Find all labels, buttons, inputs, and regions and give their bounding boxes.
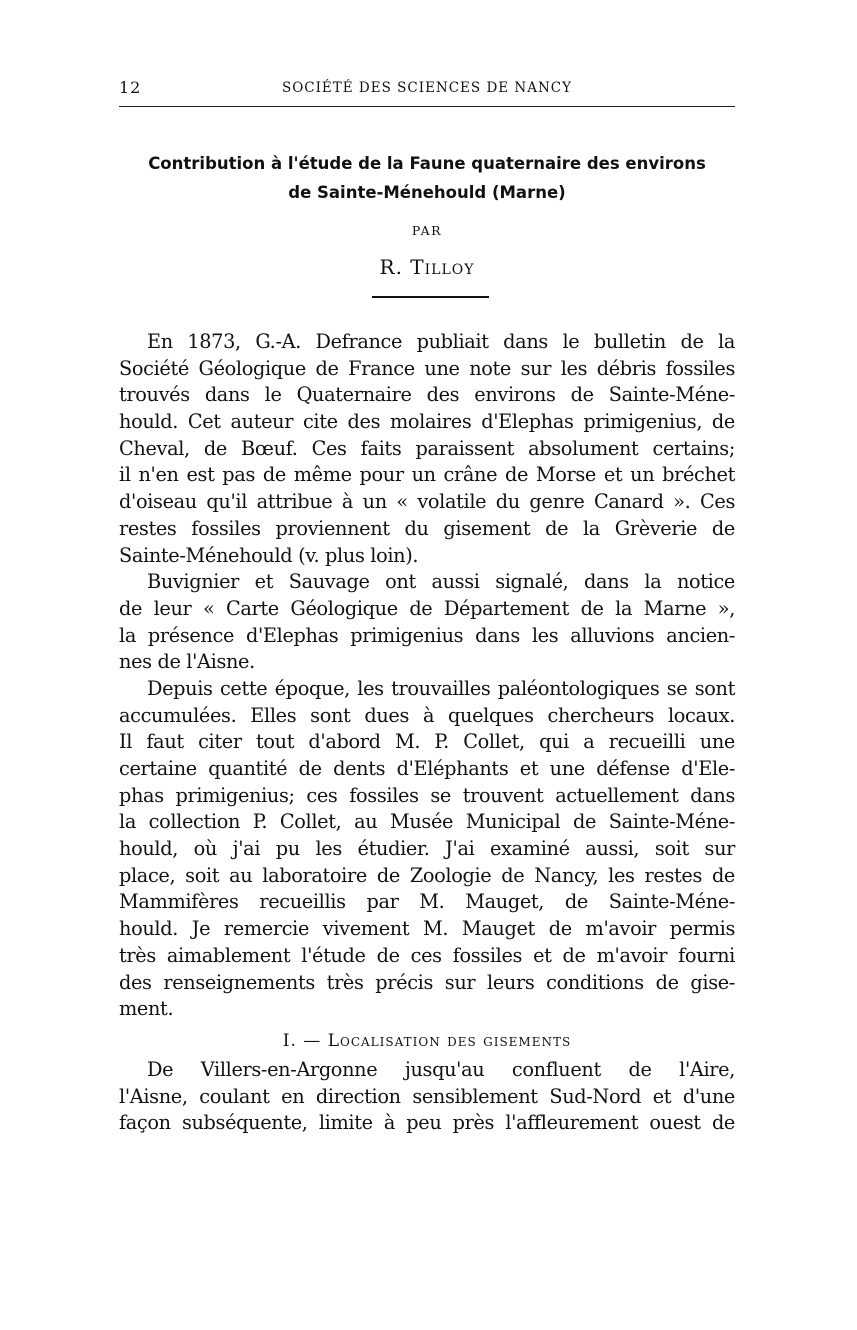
body-line: hould. Je remercie vivement M. Mauget de m'avoir permis	[119, 917, 735, 941]
body-line: Mammifères recueillis par M. Mauget, de Sainte-Méne-	[119, 890, 735, 914]
body-line: très aimablement l'étude de ces fossiles et de m'avoir fourni	[119, 943, 735, 967]
header-rule	[119, 106, 735, 107]
body-line: place, soit au laboratoire de Zoologie de Nancy, les restes de	[119, 863, 735, 887]
body-line: hould, où j'ai pu les étudier. J'ai examiné aussi, soit sur	[119, 837, 735, 861]
running-title: SOCIÉTÉ DES SCIENCES DE NANCY	[281, 80, 573, 96]
body-line: De Villers-en-Argonne jusqu'au confluent de l'Aire,	[147, 1057, 735, 1081]
body-line: la collection P. Collet, au Musée Municipal de Sainte-Méne-	[119, 810, 735, 834]
body-text	[119, 329, 735, 1137]
body-line: l'Aisne, coulant en direction sensiblement Sud-Nord et d'une	[119, 1084, 735, 1108]
page-header	[119, 78, 735, 98]
body-line: façon subséquente, limite à peu près l'affleurement ouest de	[119, 1111, 735, 1135]
article-title-line-1: Contribution à l'étude de la Faune quaternaire des environs	[148, 154, 706, 173]
body-line: Buvignier et Sauvage ont aussi signalé, dans la notice	[147, 570, 735, 594]
body-line: Depuis cette époque, les trouvailles paléontologiques se sont	[147, 676, 735, 700]
body-line: Cheval, de Bœuf. Ces faits paraissent absolument certains;	[119, 436, 735, 460]
body-line: Société Géologique de France une note sur les débris fossiles	[119, 356, 735, 380]
body-line: il n'en est pas de même pour un crâne de Morse et un bréchet	[119, 463, 735, 487]
section-heading: I. — Localisation des gisements	[282, 1030, 572, 1051]
body-line: nes de l'Aisne.	[119, 650, 255, 674]
body-line: phas primigenius; ces fossiles se trouvent actuellement dans	[119, 783, 735, 807]
body-line: En 1873, G.-A. Defrance publiait dans le bulletin de la	[147, 330, 735, 353]
author-name: R. Tilloy	[379, 255, 475, 279]
page-number: 12	[119, 78, 142, 97]
body-line: ment.	[119, 997, 174, 1021]
body-line: d'oiseau qu'il attribue à un « volatile du genre Canard ». Ces	[119, 490, 735, 514]
body-line: hould. Cet auteur cite des molaires d'Elephas primigenius, de	[119, 410, 735, 434]
body-line: des renseignements très précis sur leurs conditions de gise-	[119, 970, 735, 994]
body-line: Il faut citer tout d'abord M. P. Collet, qui a recueilli une	[119, 730, 735, 754]
body-line: trouvés dans le Quaternaire des environs de Sainte-Méne-	[119, 383, 735, 407]
body-line: Sainte-Ménehould (v. plus loin).	[119, 543, 419, 567]
body-line: certaine quantité de dents d'Eléphants et une défense d'Ele-	[119, 757, 735, 780]
article-title	[119, 149, 735, 207]
body-line: accumulées. Elles sont dues à quelques chercheurs locaux.	[119, 703, 735, 727]
body-line: restes fossiles proviennent du gisement de la Grèverie de	[119, 516, 735, 540]
byline-par: PAR	[411, 223, 443, 238]
body-line: de leur « Carte Géologique de Département de la Marne »,	[119, 596, 735, 620]
article-title-line-2: de Sainte-Ménehould (Marne)	[288, 183, 566, 202]
body-line: la présence d'Elephas primigenius dans les alluvions ancien-	[119, 623, 735, 647]
title-divider	[372, 296, 489, 298]
